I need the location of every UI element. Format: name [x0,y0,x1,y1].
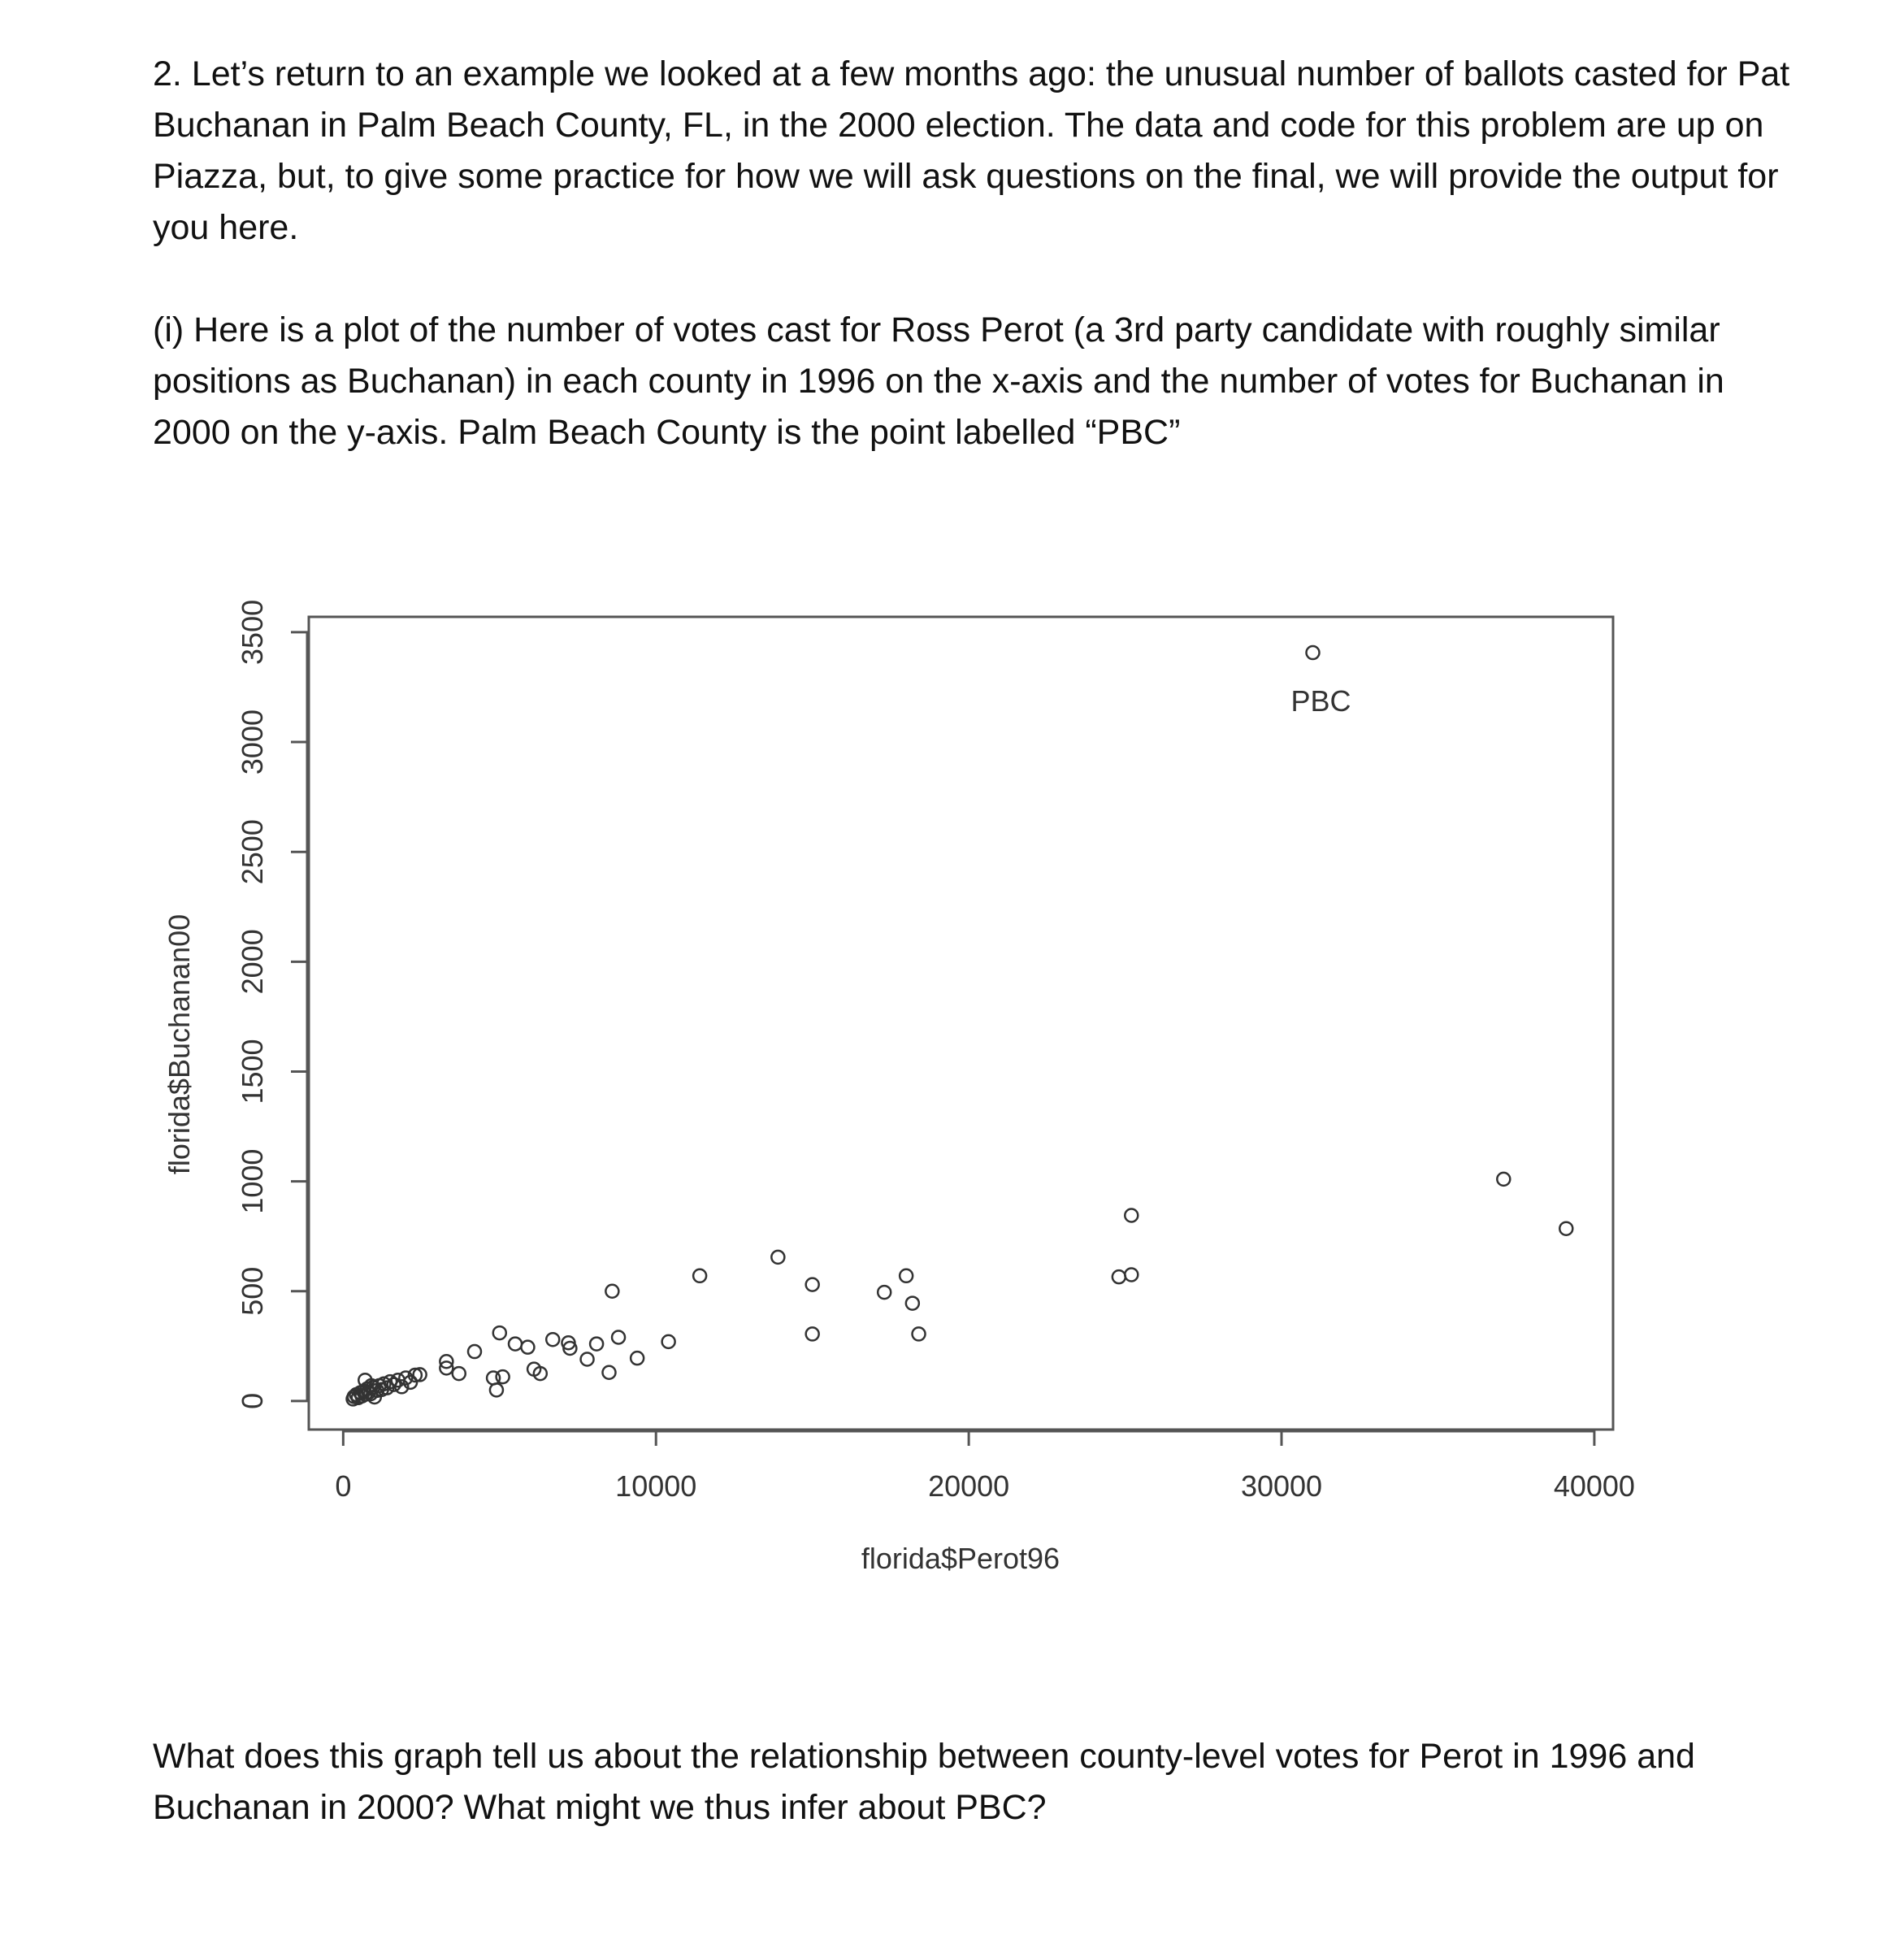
data-point [453,1367,466,1380]
y-tick-label: 2000 [236,929,269,995]
data-point [1559,1222,1572,1235]
data-point [509,1338,522,1351]
x-tick-label: 0 [335,1469,352,1503]
data-point [497,1370,510,1383]
y-tick-label: 500 [236,1266,269,1316]
pbc-label: PBC [1290,684,1351,718]
intro-paragraph: 2. Let’s return to an example we looked at a few months ago: the unusual number of ballots casted for Pat Buchanan in Palm Beach County, FL, in the 2000 election. The data and code for this problem are up on Piazza, but, to give some practice for how we will ask questions on the final, we will provide the output for you here. [153,54,1790,247]
y-tick-label: 2500 [236,819,269,885]
scatter-chart [0,569,1904,1625]
data-point [662,1335,675,1348]
y-tick-label: 0 [236,1392,269,1409]
y-tick-label: 1000 [236,1148,269,1214]
data-point [521,1341,534,1354]
data-point [1125,1268,1138,1281]
x-tick-label: 10000 [615,1469,697,1503]
y-tick-label: 1500 [236,1039,269,1104]
data-points [347,646,1573,1405]
plot-frame [309,617,1613,1430]
data-point [546,1333,559,1346]
data-point [490,1383,503,1396]
y-tick-label: 3000 [236,709,269,775]
data-point [605,1285,618,1298]
data-point [693,1269,706,1282]
data-point [878,1286,891,1299]
data-point [612,1330,625,1343]
data-point [1112,1270,1125,1283]
data-point [1497,1173,1510,1186]
data-point [602,1366,615,1379]
x-tick-label: 40000 [1553,1469,1635,1503]
data-point [771,1251,784,1264]
data-point [590,1338,603,1351]
data-point [913,1327,926,1340]
data-point [468,1345,481,1358]
data-point [806,1327,819,1340]
part-i-paragraph: (i) Here is a plot of the number of votes cast for Ross Perot (a 3rd party candidate with roughly similar positions as Buchanan) in each county in 1996 on the x-axis and the number of votes for Buchanan in 2000 on the y-axis. Palm Beach County is the point labelled “PBC” [153,310,1724,452]
data-point [806,1278,819,1291]
x-tick-label: 20000 [928,1469,1010,1503]
question-paragraph: What does this graph tell us about the relationship between county-level votes for Perot in 1996 and Buchanan in 2000? What might we thus infer about PBC? [153,1737,1695,1827]
data-point [1307,646,1320,659]
x-tick-label: 30000 [1240,1469,1323,1503]
data-point [493,1326,506,1339]
y-axis-label: florida$Buchanan00 [163,913,196,1175]
data-point [631,1352,644,1365]
data-point [900,1269,913,1282]
data-point [1125,1208,1138,1222]
data-point [906,1297,919,1310]
x-axis-label: florida$Perot96 [861,1542,1060,1575]
data-point [581,1353,594,1366]
y-tick-label: 3500 [236,599,269,665]
